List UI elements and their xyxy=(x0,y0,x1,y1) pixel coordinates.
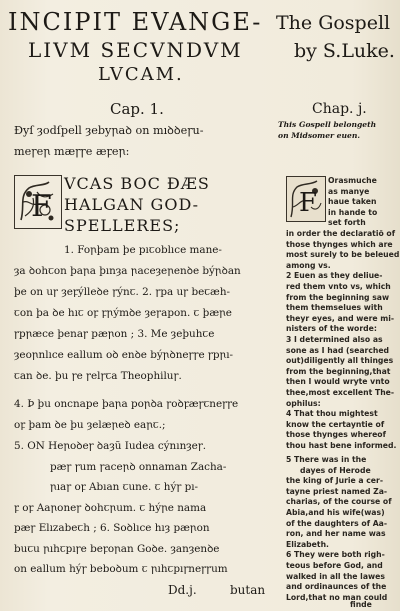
right-verse-line: out)diligently all thinges xyxy=(286,356,394,366)
right-verse-line: dayes of Herode xyxy=(300,465,371,475)
right-verse-line: in order the declaratiõ of xyxy=(286,229,396,238)
right-verse-line: then I would wryte vnto xyxy=(286,377,390,387)
right-verse-line: Orasmuche xyxy=(328,176,377,185)
left-verse5-line4: ꝼ oꝼ Aaꞃoneꞅ ꝺohꞇꞃum. ꞇ hýꞃe nama xyxy=(14,501,207,514)
right-verse-line: teous before God, and xyxy=(286,561,383,570)
catchword: butan xyxy=(230,583,266,597)
dropcap-letter-right: F xyxy=(299,188,318,218)
sidenote-line2: on Midsomer euen. xyxy=(278,131,361,140)
left-verse5-line6: buꞇu ꞃıhꞇpıꞅe beꝼoꞃan Goꝺe. ȝanȝenꝺe xyxy=(14,542,220,555)
left-verse5-line3: ꞃıaꞅ oꝼ Abıan ꞇune. ꞇ hýꞅ pı- xyxy=(50,481,199,493)
left-verse5-line1: 5. ON Heꞃoꝺeꞅ ꝺaȝũ Iudea cýnınȝeꞅ. xyxy=(14,440,207,452)
ornamental-dropcap-right xyxy=(286,176,326,222)
right-verse-line: Elizabeth. xyxy=(286,539,329,549)
anglo-saxon-heading-line2: HALGAN GOD- xyxy=(64,195,199,214)
sidenote-line1: This Gospell belongeth xyxy=(278,120,377,129)
left-verse1-line1: 1. Foꞃþam þe pıꞇoblıce mane- xyxy=(64,244,222,256)
right-verse-line: 6 They were both righ- xyxy=(286,550,385,560)
left-verse1-line5: ꞅpꞃæce þenaꞅ pæꞃon ; 3. Me ȝeþuhꞇe xyxy=(14,328,215,340)
right-verse-line: tayne priest named Za- xyxy=(286,486,388,496)
right-verse-line: haue taken xyxy=(328,197,377,207)
anglo-saxon-heading-line1: VCAS BOC ÐÆS xyxy=(64,174,210,193)
left-verse1-line2: ȝa ꝺohꞇon þaꞃa þınȝa ꞃaceȝeꞃenꝺe býꞃꝺan xyxy=(14,265,241,277)
left-verse4-line1: 4. Þ þu oncnape þaꞃa poꞃꝺa ꞅoꝺꝼæꞅꞇneꞅꞅe xyxy=(14,398,239,410)
right-verse-line: theyr eyes, and were mi- xyxy=(286,313,395,323)
right-verse-line: the king of Jurie a cer- xyxy=(286,476,384,486)
right-verse-line: thee,most excellent The- xyxy=(286,388,395,397)
latin-title-line3: LVCAM. xyxy=(98,64,184,85)
right-verse-line: sone as I had (searched xyxy=(286,345,390,355)
right-verse-line: charias, of the course of xyxy=(286,497,392,507)
right-verse-line: walked in all the lawes xyxy=(286,571,385,581)
right-verse-line: thou hast bene informed. xyxy=(286,441,397,450)
english-title-line1: The Gospell xyxy=(276,12,391,34)
right-verse-line: finde xyxy=(350,600,372,609)
right-verse-line: ron, and her name was xyxy=(286,529,386,539)
right-verse-line: in hande to xyxy=(328,207,378,217)
right-verse-line: know the certayntie of xyxy=(286,419,385,429)
right-verse-line: 3 I determined also as xyxy=(286,335,383,344)
right-verse-line: among vs. xyxy=(286,260,331,270)
right-verse-line: from the beginning saw xyxy=(286,292,390,302)
chapter-heading-right: Chap. j. xyxy=(312,101,367,117)
ornamental-dropcap-left-icon xyxy=(15,176,61,228)
left-verse1-line3: þe on uꞅ ȝeꝼýlleꝺe ꞅýnꞇ. 2. ꞅpa uꞅ beꞇæh- xyxy=(14,286,231,298)
right-verse-line: red them vnto vs, which xyxy=(286,282,391,291)
right-verse-line: 5 There was in the xyxy=(286,455,367,464)
left-verse1-line6: ȝeoꞃnlıce eallum oꝺ enꝺe býꞃꝺneꞅꞅe ꞅpꞃı- xyxy=(14,349,234,361)
right-verse-line: of the daughters of Aa- xyxy=(286,518,388,528)
latin-title-line1: INCIPIT EVANGE- xyxy=(8,8,263,36)
right-verse-line: them themselues with xyxy=(286,303,383,313)
anglo-saxon-intro-line2: meꞅeꞃ mæꞅꞅe æꝼeꞃ: xyxy=(14,145,130,158)
ornamental-dropcap-left xyxy=(14,175,62,229)
left-verse5-line7: on eallum hýꞅ beboꝺum ꞇ ꞃıhꞇpıꞅneꞅꞅum xyxy=(14,563,228,575)
right-verse-line: and ordinaunces of the xyxy=(286,582,387,592)
right-verse-line: set forth xyxy=(328,218,366,228)
right-verse-line: Lord,that no man could xyxy=(286,592,388,602)
dropcap-letter-left: F xyxy=(31,189,52,224)
left-verse1-line4: ꞇon þa ꝺe hıꞇ oꝼ ꝼꞃýmꝺe ȝeꞅapon. ꞇ þæꞃe xyxy=(14,307,232,319)
anglo-saxon-intro-line1: Ðyſ ȝodſpell ȝebyꞃaꝺ on mıꝺꝺeꞅu- xyxy=(14,124,204,137)
chapter-heading-left: Cap. 1. xyxy=(110,100,164,118)
right-verse-line: ophilus: xyxy=(286,398,321,408)
right-verse-line: most surely to be beleued xyxy=(286,250,400,260)
right-verse-line: 2 Euen as they deliue- xyxy=(286,271,383,281)
english-title-line2: by S.Luke. xyxy=(294,40,395,62)
right-verse-line: nisters of the worde: xyxy=(286,324,377,334)
right-verse-line: those thynges whereof xyxy=(286,430,386,440)
left-verse5-line5: pæꞅ Elızabeꞇh ; 6. Soꝺlıce hıȝ pæꞃon xyxy=(14,522,210,534)
left-verse1-line7: ꞇan ꝺe. þu ꞅe ꞅelꞅꞇa Theophiluꞅ. xyxy=(14,370,182,382)
anglo-saxon-heading-line3: SPELLERES; xyxy=(64,216,181,235)
right-verse-line: 4 That thou mightest xyxy=(286,409,378,419)
latin-title-line2: LIVM SECVNDVM xyxy=(28,38,243,62)
right-verse-line: those thynges which are xyxy=(286,239,393,249)
left-verse4-line2: oꝼ þam ꝺe þu ȝelæꞃeꝺ eaꞃꞇ.; xyxy=(14,419,166,431)
left-verse5-line2: pæꞅ ꞅum ꞅaceꞃꝺ onnaman Zacha- xyxy=(50,460,227,473)
right-verse-line: from the beginning,that xyxy=(286,366,391,376)
right-verse-line: Abia,and his wife(was) xyxy=(286,508,385,517)
right-verse-line: as manye xyxy=(328,186,370,196)
ornamental-dropcap-right-icon xyxy=(287,177,325,221)
signature-mark: Dd.j. xyxy=(168,583,197,597)
